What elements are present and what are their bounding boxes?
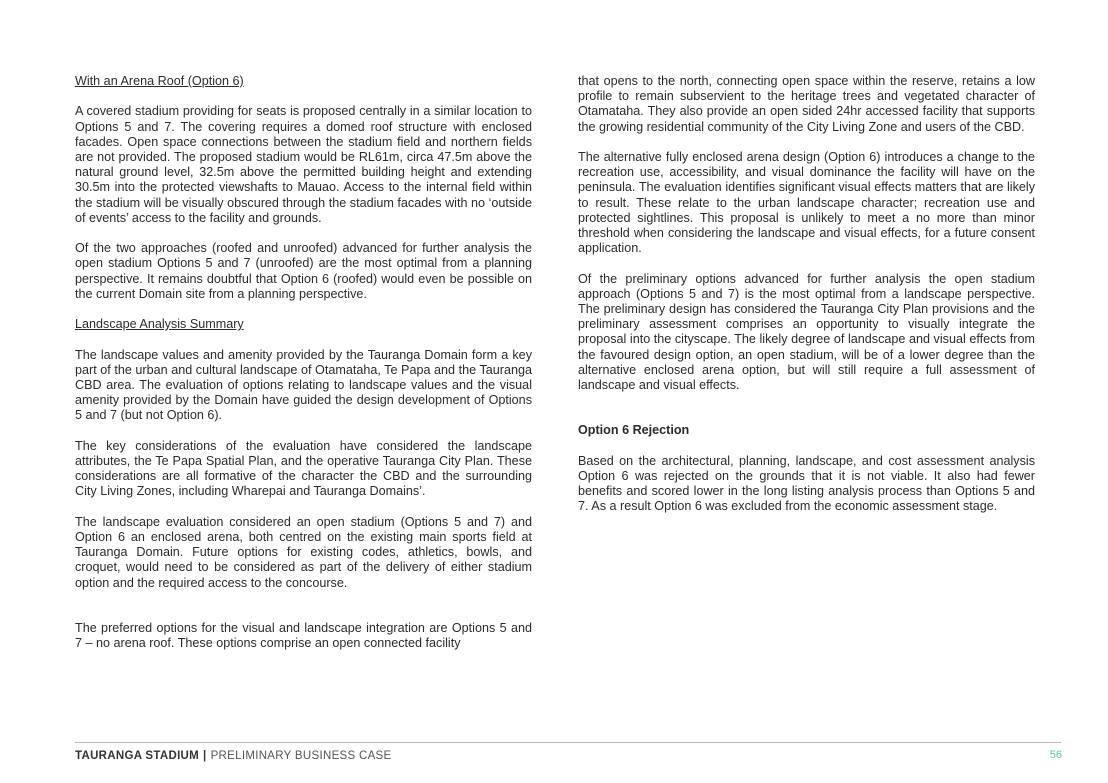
paragraph-rejection: Based on the architectural, planning, landscape, and cost assessment analysis Option 6 was rejected on the grounds that it is not viable. It also had fewer benefits and scored lower in the long listing analysis process than Options 5 and 7. As a result Option 6 was excluded from the economic assessment stage.: [578, 453, 1035, 514]
paragraph-two-approaches: Of the two approaches (roofed and unroofed) advanced for further analysis the open stadium Options 5 and 7 (unroofed) are the most optimal from a planning perspective. It remains doubtful that Option 6 (roofed) would even be possible on the current Domain site from a planning perspective.: [75, 241, 532, 301]
paragraph-covered-stadium: A covered stadium providing for seats is proposed centrally in a similar location to Options 5 and 7. The covering requires a domed roof structure with enclosed facades. Open space connections between the stadium field and northern fields are not provided. The proposed stadium would be RL61m, circa 47.5m above the natural ground level, 32.5m above the permitted building height and extending 30.5m into the protected viewshafts to Mauao. Access to the internal field within the stadium will be visually obscured through the stadium facades with no ‘outside of events’ access to the facility and grounds.: [75, 104, 532, 225]
footer-title: [75, 750, 392, 762]
left-column: [75, 74, 532, 666]
paragraph-alternative-enclosed: The alternative fully enclosed arena design (Option 6) introduces a change to the recreation use, accessibility, and visual dominance the facility will have on the peninsula. The evaluation identifies significant visual effects matters that are likely to result. These relate to the urban landscape character; recreation use and protected sightlines. This proposal is unlikely to meet a no more than minor threshold when considering the landscape and visual effects, for a future consent application.: [578, 150, 1035, 256]
right-column: [578, 74, 1035, 530]
footer-separator: |: [203, 750, 207, 762]
paragraph-landscape-evaluation: The landscape evaluation considered an open stadium (Options 5 and 7) and Option 6 an enclosed arena, both centred on the existing main sports field at Tauranga Domain. Future options for existing codes, athletics, bowls, and croquet, would need to be considered as part of the delivery of either stadium option and the required access to the concourse.: [75, 514, 532, 590]
footer-brand: TAURANGA STADIUM: [75, 750, 200, 762]
paragraph-key-considerations: The key considerations of the evaluation have considered the landscape attributes, the Te Papa Spatial Plan, and the operative Tauranga City Plan. These considerations are all formative of the character the CBD and the surrounding City Living Zones, including Wharepai and Tauranga Domains’.: [75, 438, 532, 499]
paragraph-preliminary-options: Of the preliminary options advanced for further analysis the open stadium approach (Options 5 and 7) is the most optimal from a landscape perspective. The preliminary design has considered the Tauranga City Plan provisions and the preliminary assessment comprises an opportunity to visually integrate the proposal into the cityscape. The likely degree of landscape and visual effects from the favoured design option, an open stadium, will be of a lower degree than the alternative enclosed arena option, but will still require a full assessment of landscape and visual effects.: [578, 271, 1035, 393]
footer-subtitle: PRELIMINARY BUSINESS CASE: [210, 750, 392, 762]
paragraph-preferred-options: The preferred options for the visual and landscape integration are Options 5 and 7 – no arena roof. These options comprise an open connected facility: [75, 620, 532, 651]
subhead-arena-roof: With an Arena Roof (Option 6): [75, 74, 244, 88]
footer-divider: [75, 742, 1061, 743]
page-number: 56: [1049, 749, 1062, 761]
paragraph-continuation: that opens to the north, connecting open space within the reserve, retains a low profile to remain subservient to the heritage trees and vegetated character of Otamataha. They also provide an open sided 24hr accessed facility that supports the growing residential community of the City Living Zone and users of the CBD.: [578, 74, 1035, 134]
subhead-landscape-analysis: Landscape Analysis Summary: [75, 317, 244, 332]
heading-option-6-rejection: Option 6 Rejection: [578, 423, 690, 438]
paragraph-landscape-values: The landscape values and amenity provided by the Tauranga Domain form a key part of the urban and cultural landscape of Otamataha, Te Papa and the Tauranga CBD area. The evaluation of options relating to landscape values and the visual amenity provided by the Domain have guided the design development of Options 5 and 7 (but not Option 6).: [75, 347, 532, 423]
